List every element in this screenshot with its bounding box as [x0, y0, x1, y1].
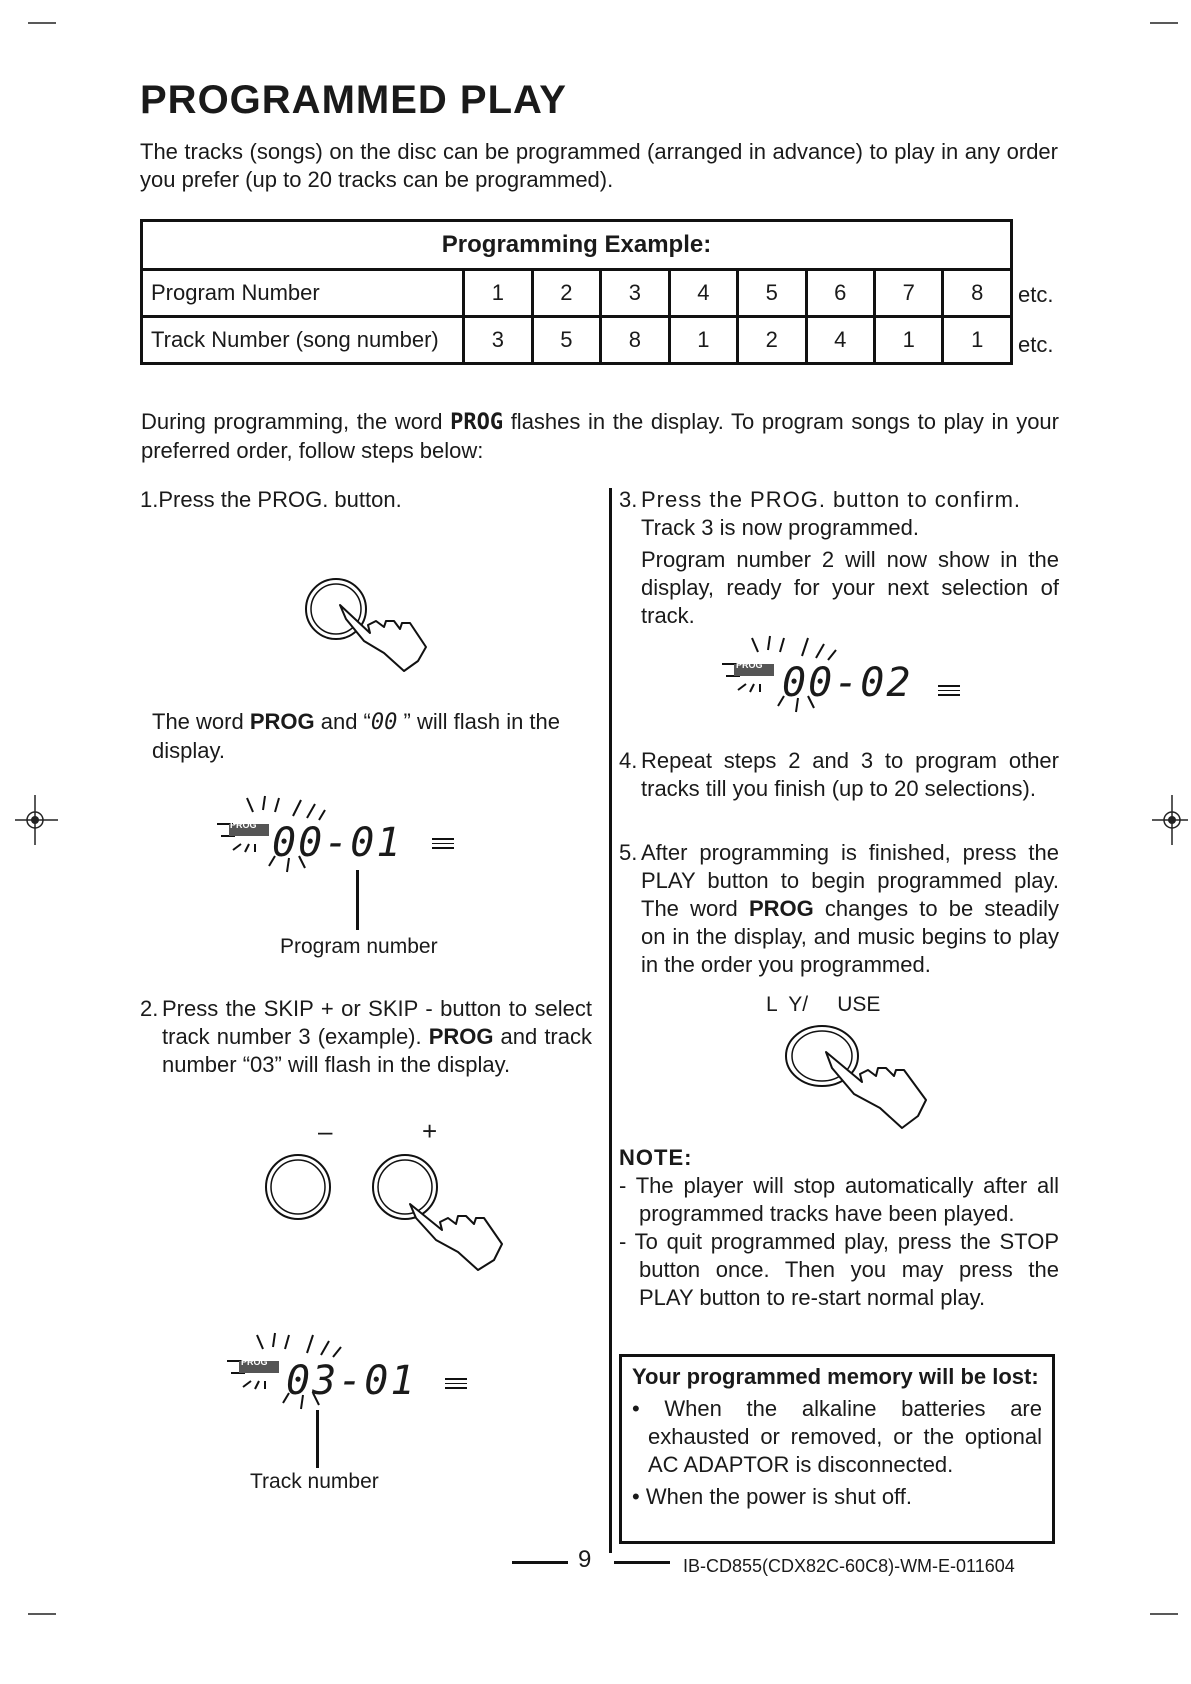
equals-icon	[445, 1378, 467, 1389]
memory-warning-box	[619, 1354, 1055, 1544]
step-5: 5. After programming is finished, press the PLAY button to begin programmed play. The word PROG changes to be steadily on in the display, and music begins to play in the order you programmed.	[619, 840, 1059, 977]
etc-label: etc.	[1018, 332, 1054, 357]
step-4: 4. Repeat steps 2 and 3 to program other tracks till you finish (up to 20 selections).	[619, 748, 1059, 801]
step-1: 1.Press the PROG. button.	[140, 487, 402, 512]
list-item: - To quit programmed play, press the STOP button once. Then you may press the PLAY button to re-start normal play.	[619, 1229, 1059, 1310]
table-cell: 1	[669, 317, 737, 364]
step-2: 2. Press the SKIP + or SKIP - button to select track number 3 (example). PROG and track number “03” will flash in the display.	[140, 996, 592, 1077]
note-list	[619, 1172, 1059, 1312]
pointer-line	[316, 1410, 319, 1468]
press-button-hand-icon	[300, 575, 435, 675]
table-header: Programming Example:	[142, 221, 1012, 270]
equals-icon	[938, 685, 960, 696]
prog-word: PROG	[450, 410, 504, 435]
footer-rule-left	[512, 1561, 568, 1564]
table-cell: 6	[806, 270, 874, 317]
table-cell: 2	[532, 270, 600, 317]
step-1-note: The word PROG and “00 ” will flash in the display.	[152, 709, 561, 763]
skip-plus-hand-icon	[370, 1152, 510, 1272]
table-cell: 3	[601, 270, 669, 317]
equals-icon	[432, 838, 454, 849]
list-item: • When the alkaline batteries are exhausted or removed, or the optional AC ADAPTOR is disconnected.	[632, 1396, 1042, 1477]
list-item: • When the power is shut off.	[632, 1484, 912, 1509]
minus-label: –	[318, 1116, 333, 1146]
skip-minus-button-icon	[263, 1152, 333, 1222]
row-label: Track Number (song number)	[142, 317, 464, 364]
table-cell: 4	[806, 317, 874, 364]
programming-instructions: During programming, the word PROG flashes in the display. To program songs to play in your preferred order, follow steps below:	[141, 409, 1059, 463]
page-number: 9	[578, 1546, 592, 1573]
list-item: - The player will stop automatically after all programmed tracks have been played.	[619, 1173, 1059, 1226]
play-pause-label: L Y/ USE	[766, 993, 881, 1016]
table-cell: 5	[532, 317, 600, 364]
table-cell: 1	[464, 270, 532, 317]
table-cell: 5	[738, 270, 806, 317]
note-title: NOTE:	[619, 1145, 693, 1170]
lcd-display-step1: 00-01	[272, 820, 403, 866]
table-row	[142, 270, 1012, 317]
lcd-display-step2: 03-01	[286, 1358, 417, 1404]
table-cell: 7	[874, 270, 942, 317]
table-cell: 1	[943, 317, 1012, 364]
table-cell: 8	[601, 317, 669, 364]
etc-label: etc.	[1018, 282, 1054, 307]
warning-title: Your programmed memory will be lost:	[632, 1364, 1039, 1389]
prog-indicator: PROG	[230, 820, 257, 830]
column-divider	[609, 488, 612, 1553]
plus-label: +	[422, 1116, 438, 1146]
page-title: PROGRAMMED PLAY	[140, 78, 567, 122]
lcd-display-step3: 00-02	[782, 660, 913, 706]
footer-rule-right	[614, 1561, 670, 1564]
document-code: IB-CD855(CDX82C-60C8)-WM-E-011604	[683, 1556, 1015, 1576]
row-label: Program Number	[142, 270, 464, 317]
table-cell: 1	[874, 317, 942, 364]
prog-indicator: PROG	[736, 660, 763, 670]
play-button-hand-icon	[782, 1022, 952, 1142]
table-row	[142, 317, 1012, 364]
table-cell: 2	[738, 317, 806, 364]
table-cell: 4	[669, 270, 737, 317]
track-number-caption: Track number	[250, 1470, 379, 1493]
step-3: 3. Press the PROG. button to confirm. Track 3 is now programmed. Program number 2 will now show in the display, ready for your next selection of track.	[619, 487, 1059, 628]
table-cell: 3	[464, 317, 532, 364]
program-number-caption: Program number	[280, 935, 438, 958]
intro-paragraph: The tracks (songs) on the disc can be programmed (arranged in advance) to play in any order you prefer (up to 20 tracks can be programmed).	[140, 139, 1058, 192]
prog-indicator: PROG	[241, 1357, 268, 1367]
table-cell: 8	[943, 270, 1012, 317]
pointer-line	[356, 870, 359, 930]
programming-example-table	[140, 219, 1013, 365]
